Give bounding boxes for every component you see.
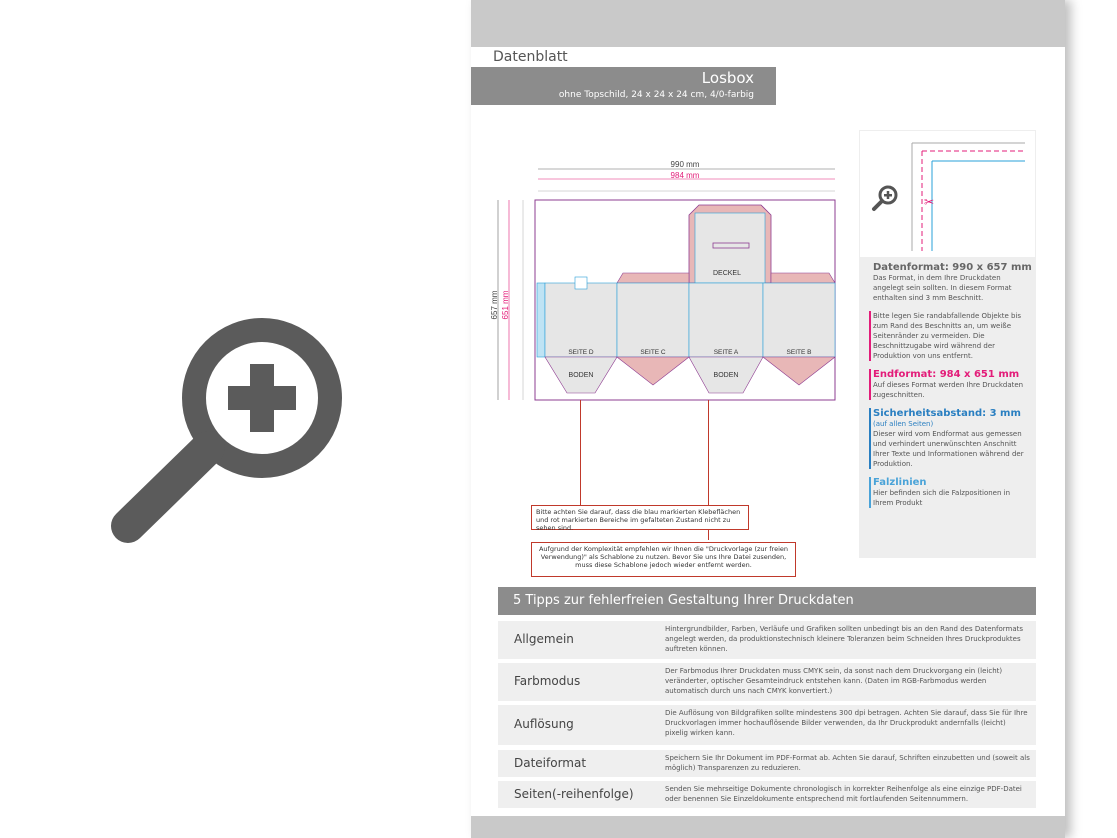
tip-text: Speichern Sie Ihr Dokument im PDF-Format ab. Achten Sie darauf, Schriften einzubetten und (soweit als möglich) Transparenzen zu reduzieren. [665, 754, 1030, 772]
product-subtitle: ohne Topschild, 24 x 24 x 24 cm, 4/0-farbig [558, 90, 754, 100]
info-section [864, 408, 1032, 469]
height-total-label: 657 mm [490, 290, 499, 320]
info-section-color-bar [869, 262, 871, 303]
info-sections [864, 262, 1032, 516]
tip-label: Seiten(-reihenfolge) [514, 786, 634, 801]
info-section [864, 262, 1032, 303]
tip-row [498, 750, 1036, 777]
svg-text:✂: ✂ [924, 195, 935, 209]
tip-row [498, 781, 1036, 808]
tip-row [498, 621, 1036, 659]
datasheet-page [471, 0, 1065, 838]
width-end-label: 984 mm [670, 171, 700, 180]
panel-label-b: SEITE B [786, 349, 812, 356]
info-section-text: Bitte legen Sie randabfallende Objekte bis zum Rand des Beschnitts an, um weiße Seitenränder zu vermeiden. Die Beschnittzugabe wird während der Produktion von uns entfernt. [873, 312, 1022, 360]
info-section [864, 369, 1032, 400]
info-section-heading: Datenformat: 990 x 657 mm [873, 262, 1032, 273]
tip-label: Farbmodus [514, 674, 581, 688]
tip-text: Senden Sie mehrseitige Dokumente chronologisch in korrekter Reihenfolge als eine einzige PDF-Datei oder benennen Sie Einzeldokumente entsprechend mit fortlaufenden Seitennummern. [665, 785, 1022, 803]
lid-label: DECKEL [712, 270, 742, 277]
info-section-heading: Sicherheitsabstand: 3 mm [873, 408, 1021, 419]
note-template: Aufgrund der Komplexität empfehlen wir Ihnen die "Druckvorlage (zur freien Verwendung)" als Schablone zu nutzen. Bevor Sie uns Ihre Datei zusenden, muss diese Schablone jedoch wieder entfernt werden. [531, 542, 796, 577]
note-connector-1 [580, 400, 581, 505]
bottom-label-2: BODEN [713, 372, 739, 379]
info-section-text: Das Format, in dem Ihre Druckdaten angelegt sein sollten. In diesem Format enthalten sind 3 mm Beschnitt. [873, 274, 1012, 302]
info-section-subheading: (auf allen Seiten) [873, 420, 934, 428]
tip-row [498, 705, 1036, 745]
tips-header: 5 Tipps zur fehlerfreien Gestaltung Ihrer Druckdaten [498, 587, 1036, 615]
info-section-text: Dieser wird vom Endformat aus gemessen und verhindert unerwünschten Anschnitt Ihrer Texte und Informationen während der Produktion. [873, 430, 1024, 468]
page-bottom-bar [471, 816, 1065, 838]
page-top-bar [471, 0, 1065, 47]
tip-label: Allgemein [514, 632, 574, 646]
preview-zoom-icon[interactable] [870, 183, 900, 213]
info-section-color-bar [869, 311, 871, 361]
product-title-bar [471, 67, 776, 105]
info-section-color-bar [869, 408, 871, 469]
datasheet-tab: Datenblatt [471, 47, 591, 67]
info-section-heading: Falzlinien [873, 477, 927, 488]
tip-label: Auflösung [514, 717, 574, 731]
info-section [864, 311, 1032, 361]
product-title: Losbox [701, 69, 754, 87]
info-section-heading: Endformat: 984 x 651 mm [873, 369, 1020, 380]
panel-label-c: SEITE C [640, 349, 666, 356]
info-section [864, 477, 1032, 508]
info-section-text: Auf dieses Format werden Ihre Druckdaten zugeschnitten. [873, 381, 1024, 399]
info-section-text: Hier befinden sich die Falzpositionen in Ihrem Produkt [873, 489, 1011, 507]
format-preview [860, 131, 1035, 257]
dieline-drawing [490, 155, 843, 405]
panel-label-d: SEITE D [568, 349, 594, 356]
height-end-label: 651 mm [501, 290, 510, 320]
note-glue-areas: Bitte achten Sie darauf, dass die blau markierten Klebeflächen und rot markierten Bereiche im gefalteten Zustand nicht zu sehen sind. [531, 505, 749, 530]
width-total-label: 990 mm [670, 160, 700, 169]
info-panel [859, 130, 1036, 558]
panel-label-a: SEITE A [713, 349, 739, 356]
zoom-in-icon[interactable] [100, 318, 360, 550]
tip-text: Die Auflösung von Bildgrafiken sollte mindestens 300 dpi betragen. Achten Sie darauf, dass Sie für Ihre Druckvorlagen immer hochauflösende Bilder verwenden, da Ihr Druckprodukt andernfalls (leicht) pixelig wirken kann. [665, 709, 1028, 737]
bottom-label-1: BODEN [568, 372, 594, 379]
tip-text: Der Farbmodus Ihrer Druckdaten muss CMYK sein, da sonst nach dem Druckvorgang ein (leicht) veränderter, optischer Gesamteindruck entstehen kann. (Daten im RGB-Farbmodus werden automatisch durch uns nach CMYK konvertiert.) [665, 667, 1003, 695]
tip-row [498, 663, 1036, 701]
info-section-color-bar [869, 369, 871, 400]
info-section-color-bar [869, 477, 871, 508]
tip-text: Hintergrundbilder, Farben, Verläufe und Grafiken sollten unbedingt bis an den Rand des Datenformats angelegt werden, da produktionstechnisch kleinere Toleranzen beim Schneiden Ihres Druckproduktes auftreten können. [665, 625, 1024, 653]
tip-label: Dateiformat [514, 755, 587, 770]
